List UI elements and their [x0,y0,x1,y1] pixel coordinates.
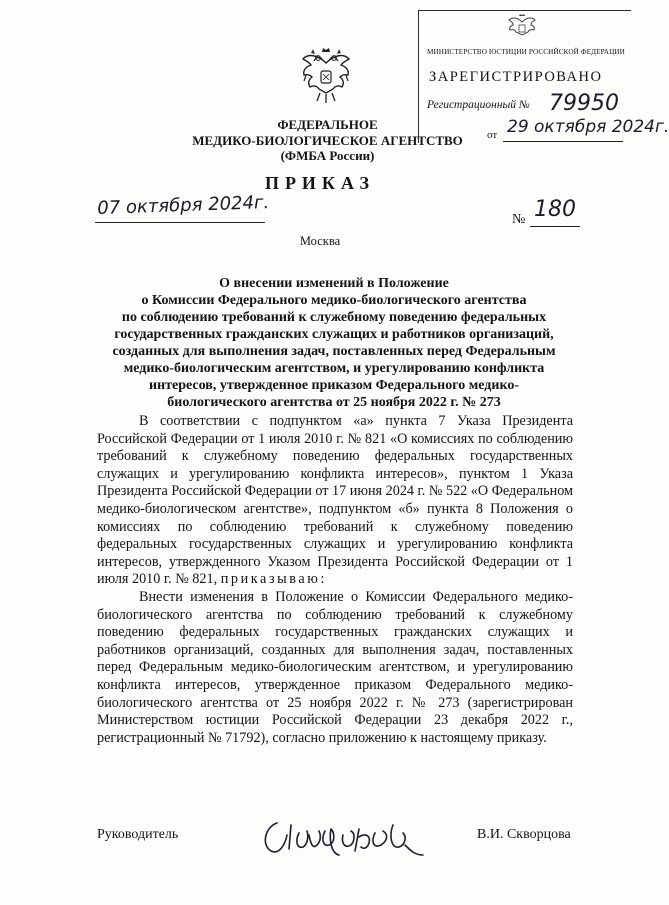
stamp-ministry-name: МИНИСТЕРСТВО ЮСТИЦИИ РОССИЙСКОЙ ФЕДЕРАЦИИ [427,48,625,56]
stamp-date-label: от [487,129,498,141]
stamp-registration-number-label: Регистрационный № [427,99,530,111]
agency-name-line1: ФЕДЕРАЛЬНОЕ [277,117,378,132]
operative-paragraph: Внести изменения в Положение о Комиссии Федерального медико-биологического агентства по соблюдению требований к служебному поведению федеральных государственных гражданских служащих и работников организаций, созданных для выполнения задач, поставленных перед Федеральным медико-биологическим агентством, и урегулированию конфликта интересов, утвержденное приказом Федерального медико-биологического агентства от 25 ноября 2022 г. № 273 (зарегистрирован Министерством юстиции Российской Федерации 23 декабря 2022 г., регистрационный № 71792), согласно приложению к настоящему приказу. [97,588,573,746]
subject-line: биологического агентства от 25 ноября 2022 г. № 273 [167,395,501,410]
order-body [97,413,573,747]
double-headed-eagle-emblem-icon [300,45,352,107]
agency-name-line2: МЕДИКО-БИОЛОГИЧЕСКОЕ АГЕНТСТВО [192,132,463,148]
subject-line: медико-биологическим агентством, и урегулированию конфликта [123,361,545,376]
subject-line: о Комиссии Федерального медико-биологического агентства [141,293,527,308]
signatory-role: Руководитель [97,827,179,842]
agency-abbreviation: (ФМБА России) [280,148,375,163]
stamp-registered-label: ЗАРЕГИСТРИРОВАНО [429,69,603,85]
subject-line: по соблюдению требований к служебному поведению федеральных [121,310,547,325]
subject-line: созданных для выполнения задач, поставленных перед Федеральным [112,344,556,359]
order-number: 180 [534,197,576,222]
subject-line: государственных гражданских служащих и работников организаций, [114,327,554,342]
order-number-underline [530,226,580,227]
stamp-eagle-emblem-icon [507,13,537,41]
stamp-registration-date: 29 октября 2024г. [507,117,669,137]
orders-keyword: приказываю: [220,571,328,588]
subject-line: интересов, утвержденное приказом Федерального медико- [149,378,519,393]
order-date-underline [95,222,265,223]
preamble-text: В соответствии с подпунктом «а» пункта 7 Указа Президента Российской Федерации от 1 июля 2010 г. № 821 «О комиссиях по соблюдению требований к служебному поведению федеральных государственных служащих и урегулированию конфликта интересов», пунктом 1 Указа Президента Российской Федерации от 17 июня 2024 г. № 522 «О Федеральном медико-биологическом агентстве», подпунктом «б» пункта 8 Положения о комиссиях по соблюдению требований к служебному поведению федеральных государственных служащих и урегулированию конфликта интересов, утвержденного Указом Президента Российской Федерации от 1 июля 2010 г. № 821, [97,413,573,588]
order-number-label: № [512,212,526,227]
handwritten-signature [255,805,435,865]
stamp-date-underline [503,141,623,142]
order-subject [95,275,573,411]
order-city: Москва [299,234,341,248]
registration-stamp [418,10,669,143]
subject-line: О внесении изменений в Положение [219,276,449,291]
order-date: 07 октября 2024г. [97,192,270,219]
preamble-paragraph [97,413,573,589]
order-title: ПРИКАЗ [264,173,376,193]
stamp-registration-number: 79950 [549,91,619,116]
signatory-name: В.И. Скворцова [477,827,571,842]
